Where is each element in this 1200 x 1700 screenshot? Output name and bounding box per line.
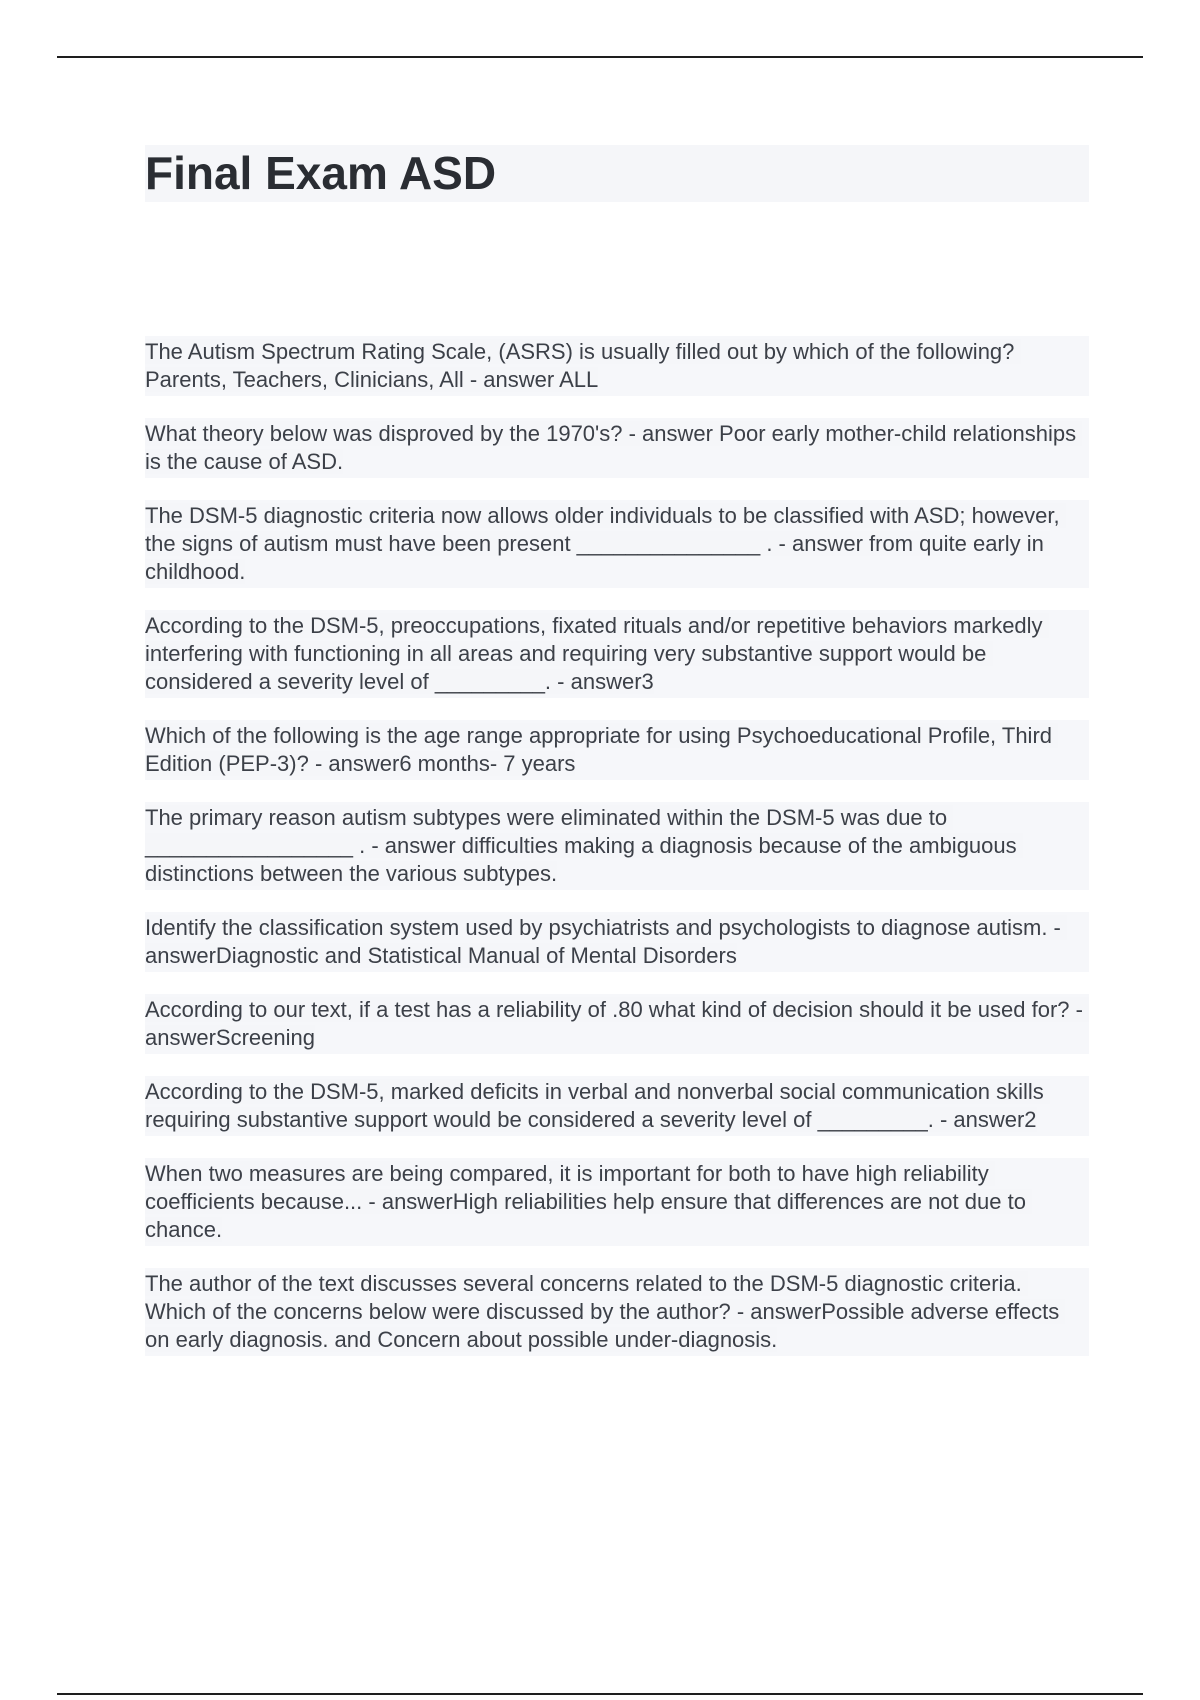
qa-text: The primary reason autism subtypes were eliminated within the DSM-5 was due to _________________ . - answer difficulties making a diagnosis because of the ambiguous distinctions between the various subtypes. <box>145 805 1023 886</box>
qa-text: According to the DSM-5, marked deficits in verbal and nonverbal social communication skills requiring substantive support would be considered a severity level of _________. - answer2 <box>145 1079 1050 1132</box>
qa-item-8 <box>145 994 1089 1054</box>
qa-item-6 <box>145 802 1089 890</box>
qa-text: According to our text, if a test has a reliability of .80 what kind of decision should it be used for? - answerScreening <box>145 997 1090 1050</box>
qa-item-5 <box>145 720 1089 780</box>
top-rule <box>57 56 1143 58</box>
qa-text: According to the DSM-5, preoccupations, fixated rituals and/or repetitive behaviors markedly interfering with functioning in all areas and requiring very substantive support would be considered a severity level of _________. - answer3 <box>145 613 1049 694</box>
bottom-rule <box>57 1693 1143 1695</box>
qa-text: Identify the classification system used by psychiatrists and psychologists to diagnose autism. - answerDiagnostic and Statistical Manual of Mental Disorders <box>145 915 1068 968</box>
qa-text: The author of the text discusses several concerns related to the DSM-5 diagnostic criteria. Which of the concerns below were discussed by the author? - answerPossible adverse effects on early diagnosis. and Concern about possible under-diagnosis. <box>145 1271 1066 1352</box>
qa-item-7 <box>145 912 1089 972</box>
qa-item-4 <box>145 610 1089 698</box>
qa-text: The DSM-5 diagnostic criteria now allows older individuals to be classified with ASD; however, the signs of autism must have been present _______________ . - answer from quite early in childhood. <box>145 503 1066 584</box>
qa-text: Which of the following is the age range appropriate for using Psychoeducational Profile, Third Edition (PEP-3)? - answer6 months- 7 years <box>145 723 1059 776</box>
qa-item-11 <box>145 1268 1089 1356</box>
page-title: Final Exam ASD <box>145 147 497 199</box>
qa-item-9 <box>145 1076 1089 1136</box>
question-list <box>145 336 1089 1378</box>
qa-text: When two measures are being compared, it is important for both to have high reliability coefficients because... - answerHigh reliabilities help ensure that differences are not due to chance. <box>145 1161 1033 1242</box>
qa-text: What theory below was disproved by the 1970's? - answer Poor early mother-child relationships is the cause of ASD. <box>145 421 1083 474</box>
qa-text: The Autism Spectrum Rating Scale, (ASRS) is usually filled out by which of the following? Parents, Teachers, Clinicians, All - answer ALL <box>145 339 1021 392</box>
qa-item-2 <box>145 418 1089 478</box>
qa-item-3 <box>145 500 1089 588</box>
qa-item-10 <box>145 1158 1089 1246</box>
qa-item-1 <box>145 336 1089 396</box>
